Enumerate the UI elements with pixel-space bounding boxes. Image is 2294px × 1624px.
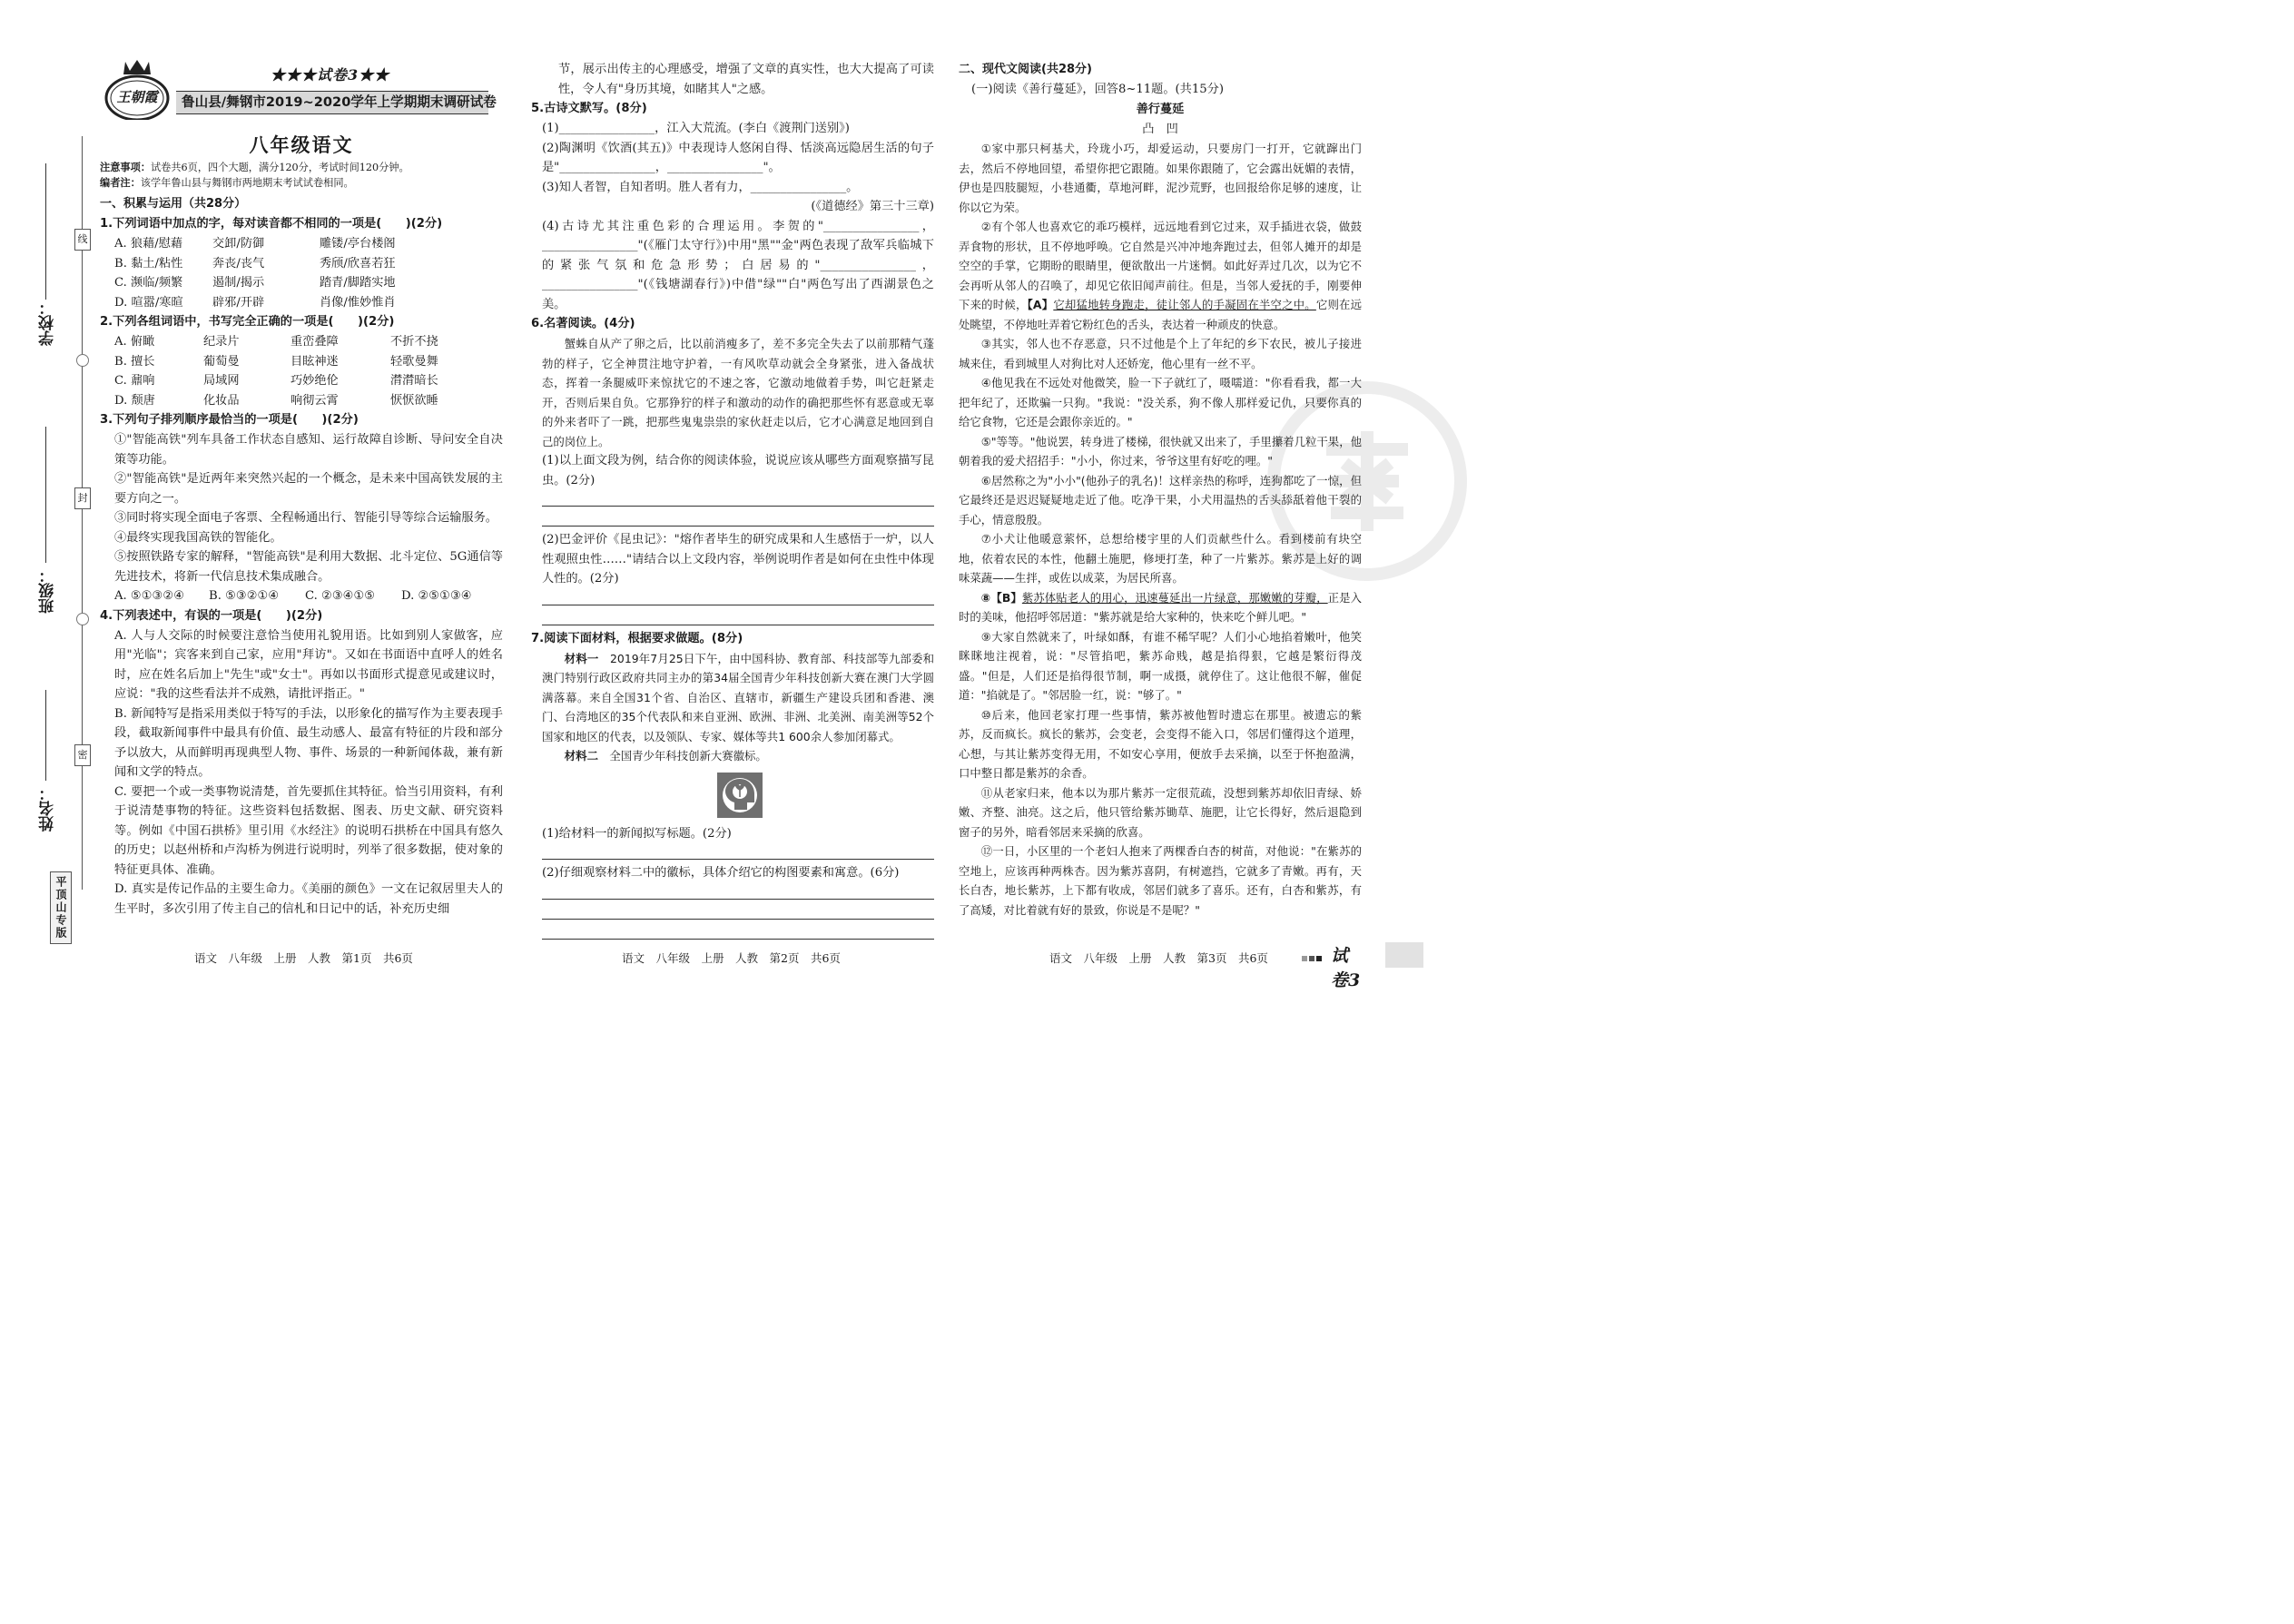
binding-hole — [76, 613, 89, 625]
answer-line[interactable] — [542, 589, 934, 605]
question-7-part-2[interactable] — [531, 863, 934, 940]
option-cell: 交卸/防御 — [212, 237, 265, 251]
question-6-part-1[interactable] — [531, 451, 934, 527]
option-row[interactable] — [114, 273, 503, 293]
question-6-stem: 6.名著阅读。(4分) — [531, 317, 635, 330]
editor-text: 该学年鲁山县与舞钢市两地期末考试试卷相同。 — [140, 177, 354, 189]
footer-decor — [1302, 951, 1325, 960]
paragraph-text: ②有个邻人也喜欢它的乖巧模样，远远地看到它过来，双手插进衣袋，做鼓弄食物的形状，且不停地呼唤。它自然是兴冲冲地奔跑过去，但邻人摊开的却是空空的手掌，它期盼的眼睛里，便欲散出一片迷惘。如此好弄过几次，以为它不会再听从邻人的召唤了，却见它依旧闻声前往。但是，当邻人爱抚的手，刚要伸下来的时候， — [959, 220, 1362, 311]
article-title: 善行蔓延 — [1136, 102, 1185, 116]
paragraph: ⑫一日，小区里的一个老妇人抱来了两棵香白杏的树苗，对他说："在紫苏的空地上，应该再种两株杏。因为紫苏喜阴，有树遮挡，它就多了青嫩。再有，天长白杏，地长紫苏，上下都有收成，邻居们就多了喜乐。还有，白杏和紫苏，有了高矮，对比着就有好的景致，你说是不是呢？" — [959, 844, 1362, 917]
option-cell: 化妆品 — [203, 393, 240, 408]
material-label: 材料一 — [564, 651, 599, 665]
reading-passage: 蟹蛛自从产了卵之后，比以前消瘦多了，差不多完全失去了以前那精气蓬勃的样子，它全神贯注地守护着，一有风吹草动就会全身紧张，进入备战状态，挥着一条腿威吓来惊扰它的不速之客，它激动地做着手势，叫它赶紧走开，否则后果自负。它那狰狞的样子和激动的动作的确把那些怀有恶意或无辜的外来者吓了一跳，把那些鬼鬼祟祟的家伙赶走以后，它才心满意足地回到自己的岗位上。 — [542, 337, 934, 448]
paragraph: ⑨大家自然就来了，叶绿如酥，有谁不稀罕呢？人们小心地掐着嫩叶，他笑眯眯地注视着，说："尽管掐吧，紫苏命贱，越是掐得狠，它越是繁衍得茂盛。"但是，人们还是掐得很节制，啊一成摄，就停住了。这让他很不解，催促道："掐就是了。"邻居脸一红，说："够了。" — [959, 629, 1362, 702]
paragraph-text: 它则在远处眺望，不停地吐弄着它粉红色的舌头，表达着一种顽皮的快意。 — [959, 298, 1363, 331]
question-6-part-2[interactable] — [531, 530, 934, 625]
option-cell: 不折不挠 — [390, 335, 438, 349]
option-cell: 重峦叠障 — [290, 335, 339, 349]
fill-blank[interactable]: (3)知人者智，自知者明。胜人者有力，________________。 — [542, 180, 859, 194]
subject-title: 八年级语文 — [249, 134, 354, 156]
sentence: ③同时将实现全面电子客票、全程畅通出行、智能引导等综合运输服务。 — [114, 511, 497, 525]
choice[interactable]: D. ②⑤①③④ — [401, 589, 472, 603]
option-cell: 踏青/脚踏实地 — [320, 276, 396, 290]
column-2-body — [531, 60, 934, 943]
paper-tag: ★★★试卷3★★ — [271, 66, 390, 84]
answer-line[interactable] — [542, 510, 934, 527]
column-3-body — [959, 60, 1362, 920]
paper-tag-bottom: 试卷3 — [1331, 946, 1361, 990]
seal-mark-line: 线 — [74, 229, 91, 251]
answer-line[interactable] — [542, 843, 934, 860]
fill-blank[interactable]: (2)陶渊明《饮酒(其五)》中表现诗人悠闲自得、恬淡高远隐居生活的句子是"________________，________________"。 — [542, 141, 934, 174]
option-cell: 肖像/惟妙惟肖 — [320, 295, 396, 310]
option-row[interactable] — [114, 293, 503, 313]
option-cell: A. 俯瞰 — [114, 335, 155, 349]
article-author: 凸 凹 — [1142, 122, 1178, 136]
option-cell: A. 狼藉/慰藉 — [114, 237, 183, 251]
sub-question: (1)以上面文段为例，结合你的阅读体验，说说应该从哪些方面观察描写昆虫。(2分) — [542, 454, 934, 487]
page-footer: 语文 八年级 上册 人教 第3页 共6页 — [1049, 951, 1268, 965]
question-1-options[interactable] — [100, 234, 503, 312]
question-5-stem: 5.古诗文默写。(8分) — [531, 102, 647, 115]
school-label: 学校： — [39, 300, 57, 346]
corner-band — [1385, 942, 1423, 968]
answer-line[interactable] — [542, 490, 934, 507]
material-label: 材料二 — [564, 749, 598, 763]
source-note: (《道德经》第三十三章) — [811, 200, 934, 213]
option-cell: C. 濒临/频繁 — [114, 276, 183, 290]
question-4-continuation: 节，展示出传主的心理感受，增强了文章的真实性，也大大提高了可读性，令人有"身历其境，如睹其人"之感。 — [558, 63, 934, 96]
paragraph: ⑦小犬让他暖意萦怀，总想给楼宇里的人们贡献些什么。看到楼前有块空地，依着农民的本性，他翻土施肥，修埂打垄，种了一片紫苏。紫苏是上好的调味菜蔬——生拌，或佐以成菜，为居民所喜。 — [959, 532, 1362, 585]
school-field-line — [45, 163, 46, 300]
sub-question: (2)仔细观察材料二中的徽标，具体介绍它的构图要素和寓意。(6分) — [542, 866, 900, 880]
exam-page — [0, 0, 1423, 1008]
editor-label: 编者注： — [100, 176, 141, 189]
column-3 — [959, 0, 1362, 1008]
paragraph — [959, 588, 1362, 627]
option-cell: 葡萄曼 — [203, 354, 240, 369]
answer-line[interactable] — [542, 883, 934, 900]
question-3-sentences — [100, 430, 503, 606]
notice-label: 注意事项： — [100, 161, 151, 173]
seal-mark-seal: 封 — [74, 487, 91, 509]
fill-blank[interactable]: (1)________________，江入大荒流。(李白《渡荆门送别》) — [542, 122, 850, 135]
contest-emblem — [716, 772, 763, 819]
school-field[interactable] — [36, 163, 56, 363]
exam-title: 鲁山县/舞钢市2019~2020学年上学期期末调研试卷 — [182, 94, 497, 110]
page-footer: 语文 八年级 上册 人教 第2页 共6页 — [622, 951, 841, 965]
marker-a: 【A】 — [1027, 298, 1054, 311]
question-3-stem: 3.下列句子排列顺序最恰当的一项是( )(2分) — [100, 413, 359, 427]
article-text — [959, 139, 1362, 920]
exam-title-bar — [176, 91, 497, 114]
section-heading: 一、积累与运用（共28分） — [100, 197, 247, 211]
edition-stamp: 平顶山专版 — [50, 871, 72, 944]
option-cell: 遏制/揭示 — [212, 276, 265, 290]
paragraph: ④他见我在不远处对他微笑，脸一下子就红了，嗫嚅道："你看看我，都一大把年纪了，还欺骗一只狗。"我说："没关系，狗不像人那样爱记仇，只要你真的给它食物，它还是会跟你亲近的。" — [959, 376, 1362, 428]
marker-b: ⑧【B】 — [980, 590, 1022, 605]
choice[interactable]: B. ⑤③②①④ — [209, 589, 280, 603]
question-2-options[interactable] — [100, 332, 503, 410]
page-footer: 语文 八年级 上册 人教 第1页 共6页 — [194, 951, 413, 965]
header-block — [100, 56, 503, 120]
underlined-sentence-b[interactable]: 紫苏体贴老人的用心，迅速蔓延出一片绿意，那嫩嫩的芽瓣， — [1021, 590, 1328, 605]
question-4-options[interactable] — [100, 626, 503, 920]
option-text[interactable]: B. 新闻特写是指采用类似于特写的手法，以形象化的描写作为主要表现手段，截取新闻事件中最具有价值、最生动感人、最富有特征的片段和部分予以放大，从而鲜明再现典型人物、事件、场景的一种新闻体裁，兼有新闻和文学的特点。 — [114, 706, 503, 779]
option-cell: 目眩神迷 — [290, 354, 339, 369]
option-cell: B. 黏土/粘性 — [114, 256, 183, 271]
answer-line[interactable] — [542, 903, 934, 920]
notice-text: 试卷共6页，四个大题，满分120分，考试时间120分钟。 — [150, 162, 409, 173]
option-row[interactable] — [114, 352, 503, 372]
sub-question: (2)巴金评价《昆虫记》："熔作者毕生的研究成果和人生感悟于一炉，以人性观照虫性……"请结合以上文段内容，举例说明作者是如何在虫性中体现人性的。(2分) — [542, 533, 934, 586]
answer-line[interactable] — [542, 609, 934, 625]
option-row[interactable] — [114, 234, 503, 254]
choice[interactable]: C. ②③④①⑤ — [305, 589, 376, 603]
reading-intro: (一)阅读《善行蔓延》，回答8~11题。(共15分) — [971, 83, 1224, 96]
question-4-stem: 4.下列表述中，有误的一项是( )(2分) — [100, 608, 323, 623]
option-cell: B. 擅长 — [114, 354, 155, 369]
option-cell: 轻歌曼舞 — [390, 354, 438, 369]
sub-question: (1)给材料一的新闻拟写标题。(2分) — [542, 826, 732, 841]
option-cell: 潸潸暗长 — [390, 374, 438, 388]
paragraph: ③其实，邻人也不存恶意，只不过他是个上了年纪的乡下农民，被儿子接进城来住，看到城里人对狗比对人还娇宠，他心里有一丝不平。 — [959, 337, 1362, 370]
option-cell: D. 颓唐 — [114, 393, 155, 408]
youth-science-emblem-icon — [716, 772, 763, 819]
paragraph-text: 正是入时的美味，他招呼邻居道："紫苏就是给大家种的，快来吃个鲜儿吧。" — [959, 590, 1363, 624]
paragraph: ⑥居然称之为"小小"(他孙子的乳名)！这样亲热的称呼，连狗都吃了一惊，但它最终还是迟迟疑疑地走近了他。吃净干果，小犬用温热的舌头舔舐着他干裂的手心，情意殷殷。 — [959, 473, 1362, 527]
sentence: ④最终实现我国高铁的智能化。 — [114, 530, 282, 545]
option-text[interactable]: C. 要把一个或一类事物说清楚，首先要抓住其特征。恰当引用资料，有利于说清楚事物的特征。这些资料包括数据、图表、历史文献、研究资料等。例如《中国石拱桥》里引用《水经注》的说明石拱桥在中国具有悠久的历史；以赵州桥和卢沟桥为例进行说明时，列举了很多数据，使对象的特征更具体、准确。 — [114, 784, 503, 877]
option-cell: D. 喧嚣/寒暄 — [114, 295, 183, 310]
paragraph: ⑩后来，他回老家打理一些事情，紫苏被他暂时遗忘在那里。被遗忘的紫苏，反而疯长。疯长的紫苏，会变老，会变得不能入口，邻居们懂得这个道理，心想，与其让紫苏变得无用，不如安心享用，便放手去采摘，以至于怀抱盈满，口中整日都是紫苏的余香。 — [959, 707, 1362, 780]
section-heading: 二、现代文阅读(共28分) — [959, 63, 1092, 76]
sentence: ⑤按照铁路专家的解释，"智能高铁"是利用大数据、北斗定位、5G通信等先进技术，将新一代信息技术集成融合。 — [114, 550, 503, 584]
option-cell: 巧妙绝伦 — [290, 374, 339, 388]
option-row[interactable] — [114, 391, 503, 411]
column-1-body — [100, 194, 503, 919]
class-field-line — [45, 427, 46, 563]
paragraph: ⑪从老家归来，他本以为那片紫苏一定很荒疏，没想到紫苏却依旧青绿、娇嫩、齐整、油亮。这之后，他只管给紫苏锄草、施肥，让它长得好，然后退隐到窗子的另外，暗看邻居来采摘的欣喜。 — [959, 785, 1362, 839]
paragraph: ①家中那只柯基犬，玲珑小巧，却爱运动，只要房门一打开，它就蹿出门去，然后不停地回望，希望你把它跟随。如果你跟随了，它会露出妩媚的表情，伊也是四肢腿短，小巷通衢，草地河畔，泥沙荒野，也回报给你足够的速度，让你以它为荣。 — [959, 142, 1362, 214]
option-row[interactable] — [114, 332, 503, 352]
column-2 — [531, 0, 934, 1008]
fill-blank[interactable]: (4)古诗尤其注重色彩的合理运用。李贺的"________________，________________"(《雁门太守行》)中用"黑""金"两色表现了敌军兵临城下的紧张气氛和危急形势；白居易的"________________，________________"(《钱塘湖春行》)中借"绿""白"两色写出了西湖景色之美。 — [542, 219, 934, 311]
material-text: 全国青少年科技创新大赛徽标。 — [609, 749, 767, 763]
material-2 — [531, 746, 934, 766]
binding-hole — [76, 354, 89, 367]
name-field-line — [45, 690, 46, 781]
answer-line[interactable] — [542, 923, 934, 940]
notice-block — [100, 160, 503, 191]
class-label: 班级： — [39, 567, 57, 614]
option-cell: 雕镂/亭台楼阁 — [320, 237, 396, 251]
option-cell: C. 鼐响 — [114, 374, 155, 388]
paragraph: ⑤"等等。"他说罢，转身进了楼梯，很快就又出来了，手里攥着几粒干果，他朝着我的爱犬招招手："小小，你过来，爷爷这里有好吃的哩。" — [959, 434, 1362, 468]
sentence: ②"智能高铁"是近两年来突然兴起的一个概念，是未来中国高铁发展的主要方向之一。 — [114, 472, 503, 506]
class-field[interactable] — [36, 427, 56, 635]
question-7-part-1[interactable] — [531, 824, 934, 861]
option-cell: 恹恹欲睡 — [390, 393, 438, 408]
material-1 — [531, 649, 934, 747]
option-cell: 奔丧/丧气 — [212, 256, 265, 271]
brand-logo — [100, 58, 174, 120]
option-cell: 响彻云霄 — [290, 393, 339, 408]
option-text[interactable]: D. 真实是传记作品的主要生命力。《美丽的颜色》一文在记叙居里夫人的生平时，多次引用了传主自己的信札和日记中的话，补充历史细 — [114, 882, 503, 916]
name-field[interactable] — [36, 690, 56, 835]
column-1 — [100, 0, 503, 1008]
option-row[interactable] — [114, 371, 503, 391]
logo-text: 王朝霞 — [116, 89, 158, 105]
option-text[interactable]: A. 人与人交际的时候要注意恰当使用礼貌用语。比如到别人家做客，应用"光临"；宾客来到自己家，应用"拜访"。又如在书面语中直呼人的姓名时，应在姓名后加上"先生"或"女士"。再如以书面形式提意见或建议时，应说："我的这些看法并不成熟，请批评指正。" — [114, 628, 503, 701]
option-cell: 纪录片 — [203, 335, 240, 349]
option-cell: 局域网 — [203, 374, 240, 388]
material-text: 2019年7月25日下午，由中国科协、教育部、科技部等九部委和澳门特别行政区政府共同主办的第34届全国青少年科技创新大赛在澳门大学圆满落幕。来自全国31个省、自治区、直辖市，新疆生产建设兵团和香港、澳门、台湾地区的35个代表队和来自亚洲、欧洲、非洲、北美洲、南美洲等52个国家和地区的代表，以及领队、专家、媒体等共1 600余人参加闭幕式。 — [542, 651, 935, 743]
paragraph — [959, 217, 1362, 334]
question-5-body[interactable] — [531, 119, 934, 314]
question-7-stem: 7.阅读下面材料，根据要求做题。(8分) — [531, 631, 743, 645]
seal-mark-secret: 密 — [74, 744, 91, 766]
option-cell: 秀颀/欣喜若狂 — [320, 256, 396, 271]
choice[interactable]: A. ⑤①③②④ — [114, 589, 185, 603]
sentence: ①"智能高铁"列车具备工作状态自感知、运行故障自诊断、导问安全自决策等功能。 — [114, 433, 503, 467]
name-label: 姓名： — [39, 785, 57, 832]
underlined-sentence-a[interactable]: 它却猛地转身跑走，徒让邻人的手凝固在半空之中。 — [1053, 298, 1316, 311]
question-3-choices[interactable] — [114, 586, 503, 606]
question-1-stem: 1.下列词语中加点的字，每对读音都不相同的一项是( )(2分) — [100, 217, 443, 231]
question-2-stem: 2.下列各组词语中，书写完全正确的一项是( )(2分) — [100, 315, 395, 329]
option-row[interactable] — [114, 254, 503, 274]
option-cell: 辟邪/开辟 — [212, 295, 265, 310]
